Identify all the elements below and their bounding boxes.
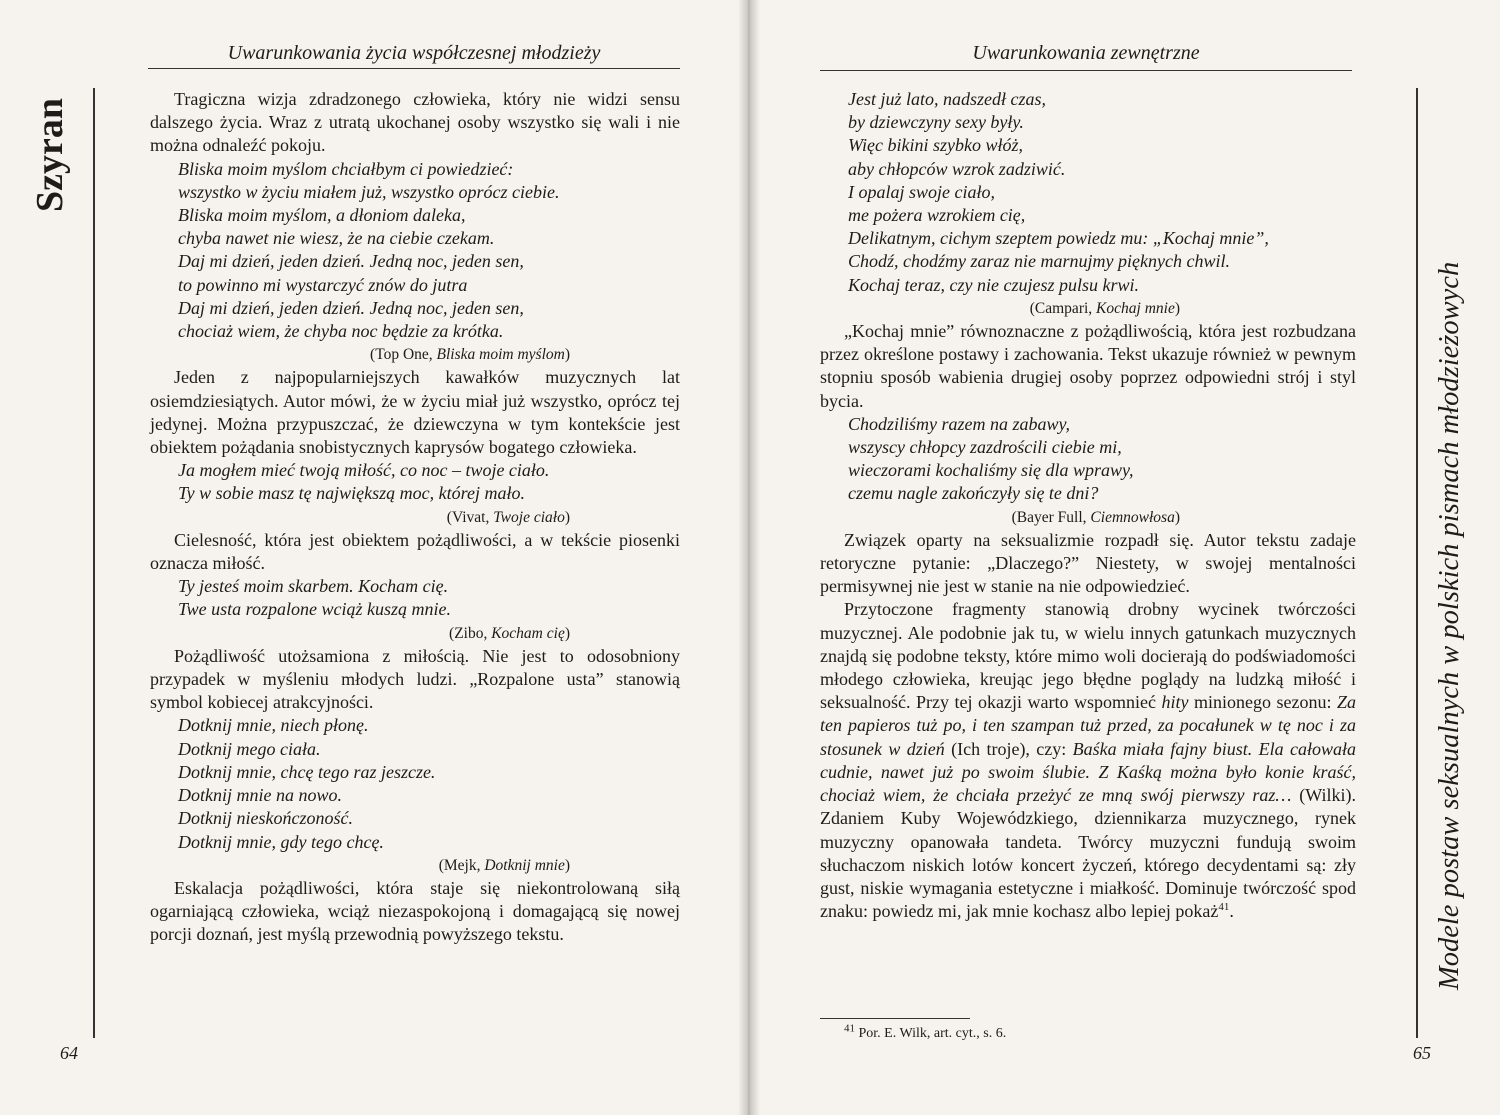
verse-line: Dotknij nieskończoność.: [178, 808, 353, 829]
citation-end: ): [564, 346, 570, 364]
verse-line: Daj mi dzień, jeden dzień. Jedną noc, jeden sen,: [178, 251, 524, 272]
citation-end: ): [564, 508, 570, 526]
verse: [150, 714, 680, 853]
text-run: .: [1229, 901, 1234, 922]
right-page-number: 65: [1413, 1043, 1431, 1063]
citation-title: Ciemnowłosa: [1090, 508, 1175, 526]
paragraph: „Kochaj mnie” równoznaczne z pożądliwością, która jest rozbudzana przez określone postawy i zachowania. Tekst ukazuje również w pewnym stopniu sposób wabienia drugiej osoby poprzez odpowiedni strój i styl bycia.: [820, 321, 1356, 411]
left-side-rule: [93, 88, 95, 1038]
text-run: (Ich troje), czy:: [944, 738, 1073, 759]
verse-line: Daj mi dzień, jeden dzień. Jedną noc, jeden sen,: [178, 297, 524, 318]
verse-line: by dziewczyny sexy były.: [848, 112, 1024, 133]
citation-title: Kochaj mnie: [1096, 299, 1175, 317]
right-side-rule: [1416, 88, 1418, 1038]
paragraph: Związek oparty na seksualizmie rozpadł się. Autor tekstu zadaje retoryczne pytanie: „Dlaczego?” Niestety, w swojej mentalności permisywnej nie jest w stanie na nie odpowiedzieć.: [820, 529, 1356, 597]
citation-end: ): [564, 856, 570, 874]
citation: [150, 854, 680, 877]
italic-run: Baśka miała fajny biust. Ela całowała cudnie, nawet już po swoim ślubie. Z Kaśką można było konie kraść, chociaż wiem, że chciała przeżyć ze mną swój pierwszy raz…: [820, 738, 1356, 806]
paragraph: [820, 598, 1356, 923]
citation: [150, 506, 680, 529]
verse-line: wszyscy chłopcy zazdrościli ciebie mi,: [848, 437, 1122, 458]
verse-bayer-full: [820, 413, 1356, 506]
verse: [150, 158, 680, 344]
left-body-text: [150, 88, 680, 947]
verse-line: Bliska moim myślom chciałbym ci powiedzieć:: [178, 158, 514, 179]
verse-line: Dotknij mnie, chcę tego raz jeszcze.: [178, 761, 436, 782]
book-gutter: [738, 0, 760, 1115]
citation: [150, 343, 680, 366]
footnote-marker: 41: [1218, 901, 1230, 914]
verse-line: chyba nawet nie wiesz, że na ciebie czekam.: [178, 228, 495, 249]
citation-artist: (Campari,: [1029, 299, 1097, 317]
citation: [150, 622, 680, 645]
verse-line: Dotknij mego ciała.: [178, 738, 321, 759]
verse-line: Ty jesteś moim skarbem. Kocham cię.: [178, 576, 449, 597]
paragraph: Cielesność, która jest obiektem pożądliwości, a w tekście piosenki oznacza miłość.: [150, 529, 680, 574]
citation-end: ): [564, 624, 570, 642]
verse-line: chociaż wiem, że chyba noc będzie za krótka.: [178, 321, 504, 342]
verse-line: Więc bikini szybko włóż,: [848, 135, 1023, 156]
citation: [820, 506, 1356, 529]
citation-title: Kocham cię: [491, 624, 565, 642]
verse-line: Twe usta rozpalone wciąż kuszą mnie.: [178, 599, 451, 620]
text-run: minionego sezonu:: [1188, 692, 1337, 713]
verse-campari: [820, 88, 1356, 297]
verse-line: Kochaj teraz, czy nie czujesz pulsu krwi.: [848, 274, 1139, 295]
footnote-number: 41: [844, 1022, 855, 1035]
verse-line: aby chłopców wzrok zadziwić.: [848, 158, 1066, 179]
citation-artist: (Top One,: [370, 346, 437, 364]
paragraph: Tragiczna wizja zdradzonego człowieka, który nie widzi sensu dalszego życia. Wraz z utratą ukochanej osoby wszystko się wali i nie można odnaleźć pokoju.: [150, 89, 680, 156]
verse-line: I opalaj swoje ciało,: [848, 181, 995, 202]
verse-line: Jest już lato, nadszedł czas,: [848, 89, 1046, 109]
verse-line: wszystko w życiu miałem już, wszystko oprócz ciebie.: [178, 181, 560, 202]
italic-run: hity: [1161, 692, 1189, 713]
footnote-rule: [820, 1018, 970, 1019]
italic-run: Za ten papieros tuż po, i ten szampan tuż przed, za pocałunek w tę noc i za stosunek w dzień: [820, 692, 1357, 759]
paragraph: Eskalacja pożądliwości, która staje się niekontrolowaną siłą ogarniającą człowieka, wciąż niezaspokojoną i domagającą się nowej porcji doznań, jest myślą przewodnią powyższego tekstu.: [150, 877, 680, 945]
verse: [150, 575, 680, 621]
right-body-text: [820, 88, 1356, 923]
verse-line: czemu nagle zakończyły się te dni?: [848, 483, 1099, 504]
verse-line: Chodź, chodźmy zaraz nie marnujmy pięknych chwil.: [848, 251, 1230, 272]
citation-end: ): [1174, 508, 1180, 526]
citation-artist: (Bayer Full,: [1011, 508, 1091, 526]
citation-end: ): [1174, 299, 1180, 317]
left-page-number: 64: [60, 1043, 78, 1063]
footnote-text: Por. E. Wilk, art. cyt., s. 6.: [855, 1026, 1007, 1041]
verse-line: Delikatnym, cichym szeptem powiedz mu: „Kochaj mnie”,: [848, 228, 1269, 249]
verse-line: Bliska moim myślom, a dłoniom daleka,: [178, 205, 466, 226]
left-running-head: Uwarunkowania życia współczesnej młodzieży: [227, 42, 601, 64]
verse-line: me pożera wzrokiem cię,: [848, 205, 1026, 226]
verse-line: Ja mogłem mieć twoją miłość, co noc – twoje ciało.: [178, 460, 550, 481]
verse-line: Dotknij mnie, gdy tego chcę.: [178, 831, 384, 852]
citation-title: Twoje ciało: [493, 508, 565, 526]
author-side-title: Szyran: [29, 98, 71, 212]
verse-line: Chodziliśmy razem na zabawy,: [848, 413, 1071, 434]
citation-artist: (Zibo,: [449, 624, 492, 642]
verse-line: Dotknij mnie na nowo.: [178, 785, 342, 806]
text-run: Przytoczone fragmenty stanowią drobny wycinek twórczości muzycznej. Ale podobnie jak tu, w wielu innych gatunkach muzycznych znajdą się podobne teksty, które mimo woli docierają do podświadomości młodego człowieka, kreując jego błędne poglądy na ludzką miłość i seksualność. Przy tej okazji warto wspomnieć: [820, 599, 1356, 713]
citation-title: Bliska moim myślom: [436, 346, 565, 364]
citation-artist: (Mejk,: [438, 856, 485, 874]
right-page: [748, 0, 1500, 1115]
paragraph: Pożądliwość utożsamiona z miłością. Nie jest to odosobniony przypadek w myśleniu młodych ludzi. „Rozpalone usta” stanowią symbol kobiecej atrakcyjności.: [150, 645, 680, 713]
right-running-head: Uwarunkowania zewnętrzne: [972, 42, 1200, 64]
verse-line: Ty w sobie masz tę największą moc, której mało.: [178, 483, 525, 504]
left-head-rule: [148, 68, 680, 69]
left-page: [0, 0, 748, 1115]
book-side-title: Modele postaw seksualnych w polskich pismach młodzieżowych: [1434, 261, 1465, 990]
text-run: (Wilki). Zdaniem Kuby Wojewódzkiego, dziennikarza muzycznego, rynek muzyczny opanowała tandeta. Twórcy muzyczni fundują swoim słuchaczom niskich lotów koncert życzeń, którego decydentami są: zły gust, niskie wymagania estetyczne i miałkość. Dominuje twórczość spod znaku: powiedz mi, jak mnie kochasz albo lepiej pokaż: [820, 785, 1356, 922]
right-head-rule: [820, 70, 1352, 71]
paragraph: Jeden z najpopularniejszych kawałków muzycznych lat osiemdziesiątych. Autor mówi, że w życiu miał już wszystko, oprócz tej jedynej. Można przypuszczać, że dziewczyna w tym kontekście jest obiektem pożądania snobistycznych kaprysów bogatego człowieka.: [150, 367, 680, 458]
verse: [150, 459, 680, 505]
verse-line: wieczorami kochaliśmy się dla wprawy,: [848, 460, 1134, 481]
verse-line: to powinno mi wystarczyć znów do jutra: [178, 274, 468, 295]
citation-artist: (Vivat,: [446, 508, 494, 526]
footnote: [844, 1022, 1007, 1043]
citation: [820, 297, 1356, 320]
citation-title: Dotknij mnie: [484, 856, 565, 874]
verse-line: Dotknij mnie, niech płonę.: [178, 715, 369, 736]
